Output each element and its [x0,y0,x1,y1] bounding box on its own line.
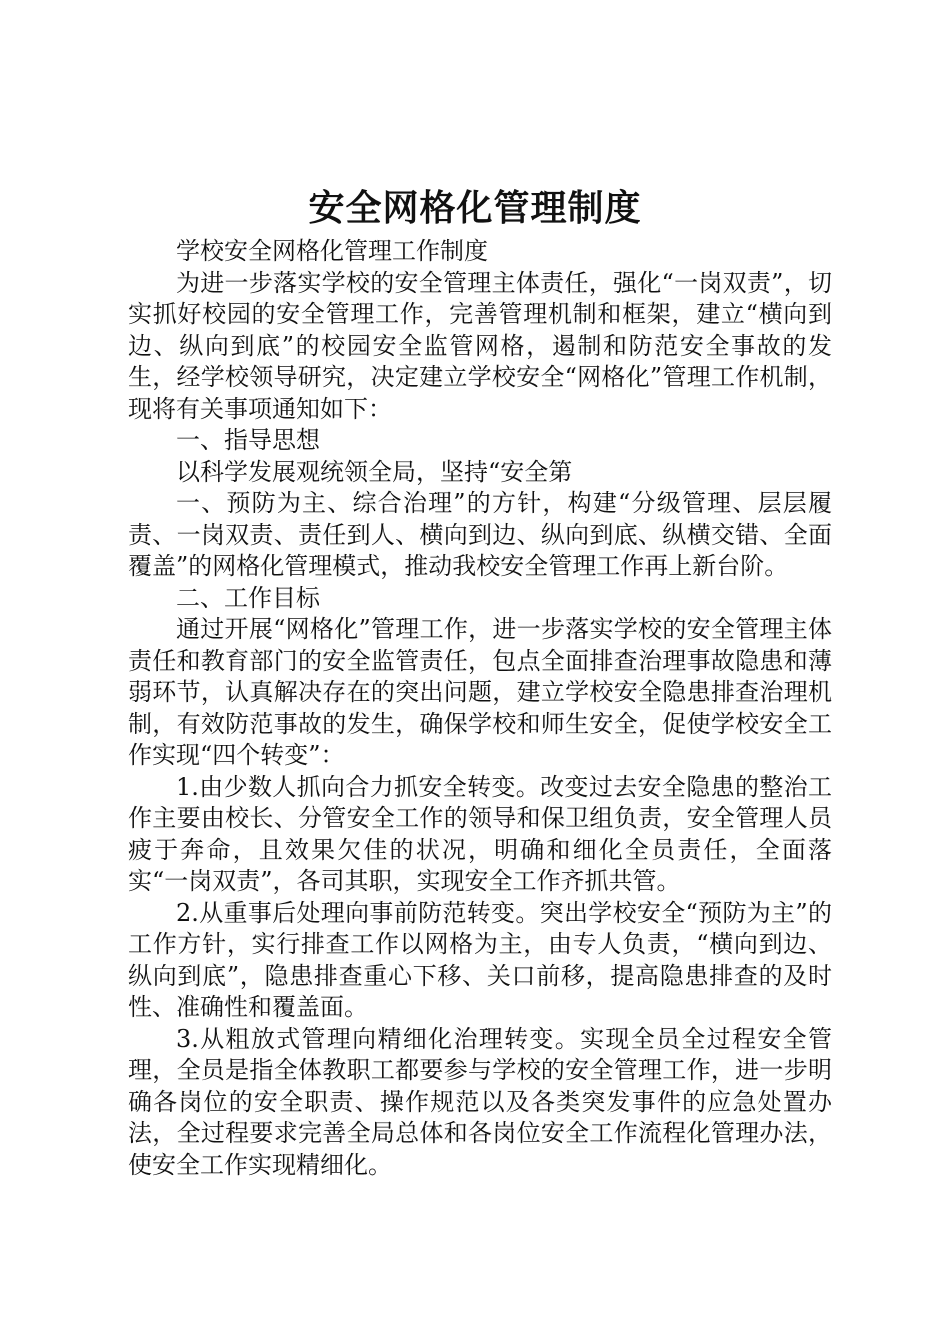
document-body [128,236,832,1181]
paragraph: 一、预防为主、综合治理”的方针，构建“分级管理、层层履责、一岗双责、责任到人、横向到边、纵向到底、纵横交错、全面覆盖”的网格化管理模式，推动我校安全管理工作再上新台阶。 [128,489,832,580]
document-title: 安全网格化管理制度 [308,187,642,229]
section-heading-guiding-ideology: 一、指导思想 [176,426,320,454]
paragraph: 以科学发展观统领全局，坚持“安全第 [176,457,573,486]
paragraph-intro: 为进一步落实学校的安全管理主体责任，强化“一岗双责”，切实抓好校园的安全管理工作，完善管理机制和框架，建立“横向到边、纵向到底”的校园安全监管网格，遏制和防范安全事故的发生，经学校领导研究，决定建立学校安全“网格化”管理工作机制，现将有关事项通知如下： [128,268,832,423]
paragraph-subtitle: 学校安全网格化管理工作制度 [176,237,488,265]
paragraph: 通过开展“网格化”管理工作，进一步落实学校的安全管理主体责任和教育部门的安全监管责任，包点全面排查治理事故隐患和薄弱环节，认真解决存在的突出问题，建立学校安全隐患排查治理机制，有效防范事故的发生，确保学校和师生安全，促使学校安全工作实现“四个转变”： [128,615,832,769]
list-item: 2.从重事后处理向事前防范转变。突出学校安全“预防为主”的工作方针，实行排查工作以网格为主，由专人负责，“横向到边、纵向到底”，隐患排查重心下移、关口前移，提高隐患排查的及时性、准确性和覆盖面。 [128,898,832,1021]
list-item: 1.由少数人抓向合力抓安全转变。改变过去安全隐患的整治工作主要由校长、分管安全工作的领导和保卫组负责，安全管理人员疲于奔命，且效果欠佳的状况，明确和细化全员责任，全面落实“一岗双责”，各司其职，实现安全工作齐抓共管。 [128,772,832,895]
section-heading-work-goals: 二、工作目标 [176,583,320,612]
list-item: 3.从粗放式管理向精细化治理转变。实现全员全过程安全管理，全员是指全体教职工都要参与学校的安全管理工作，进一步明确各岗位的安全职责、操作规范以及各类突发事件的应急处置办法，全过程要求完善全局总体和各岗位安全工作流程化管理办法，使安全工作实现精细化。 [128,1024,832,1179]
